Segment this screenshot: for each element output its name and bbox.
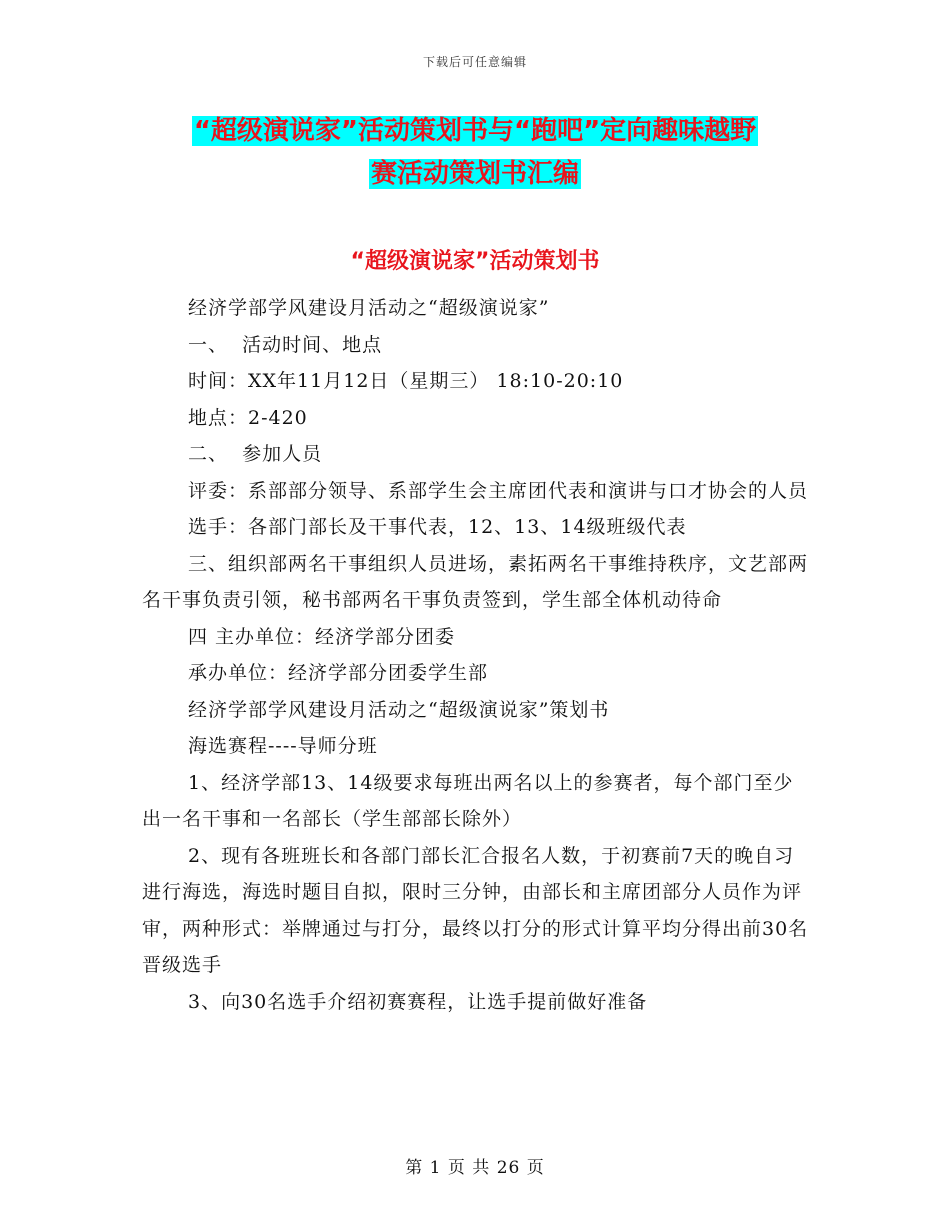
title-highlight-2: 赛活动策划书汇编 (370, 159, 579, 189)
document-title-line-1 (0, 110, 950, 152)
paragraph: 选手：各部门部长及干事代表，12、13、14级班级代表 (188, 516, 687, 538)
paragraph: 四 主办单位：经济学部分团委 (188, 625, 456, 648)
paragraph: 1、经济学部13、14级要求每班出两名以上的参赛者，每个部门至少出一名干事和一名部长（学生部部长除外） (142, 771, 794, 830)
paragraph: 海选赛程----导师分班 (188, 735, 378, 757)
section-title: “超级演说家”活动策划书 (350, 249, 600, 274)
title-highlight-1: “超级演说家”活动策划书与“跑吧”定向趣味越野 (193, 116, 757, 146)
paragraph: 时间：XX年11月12日（星期三） 18:10-20:10 (188, 370, 624, 392)
paragraph: 2、现有各班班长和各部门部长汇合报名人数，于初赛前7天的晚自习进行海选，海选时题目自拟，限时三分钟，由部长和主席团部分人员作为评审，两种形式：举牌通过与打分，最终以打分的形式计算平均分得出前30名晋级选手 (142, 844, 809, 976)
paragraph: 经济学部学风建设月活动之“超级演说家” (188, 297, 550, 319)
paragraph: 三、组织部两名干事组织人员进场，素拓两名干事维持秩序，文艺部两名干事负责引领，秘书部两名干事负责签到，学生部全体机动待命 (142, 552, 809, 611)
page-header: 下载后可任意编辑 (422, 55, 527, 69)
paragraph: 评委：系部部分领导、系部学生会主席团代表和演讲与口才协会的人员 (188, 479, 809, 502)
paragraph: 3、向30名选手介绍初赛赛程，让选手提前做好准备 (188, 990, 648, 1013)
document-body (142, 290, 812, 1020)
page-footer: 第 1 页 共 26 页 (405, 1158, 545, 1178)
paragraph: 地点：2-420 (188, 406, 308, 429)
paragraph: 一、 活动时间、地点 (188, 333, 383, 356)
paragraph: 经济学部学风建设月活动之“超级演说家”策划书 (188, 698, 610, 721)
paragraph: 承办单位：经济学部分团委学生部 (188, 662, 489, 684)
paragraph: 二、 参加人员 (188, 443, 323, 465)
document-title-line-2 (0, 153, 950, 195)
